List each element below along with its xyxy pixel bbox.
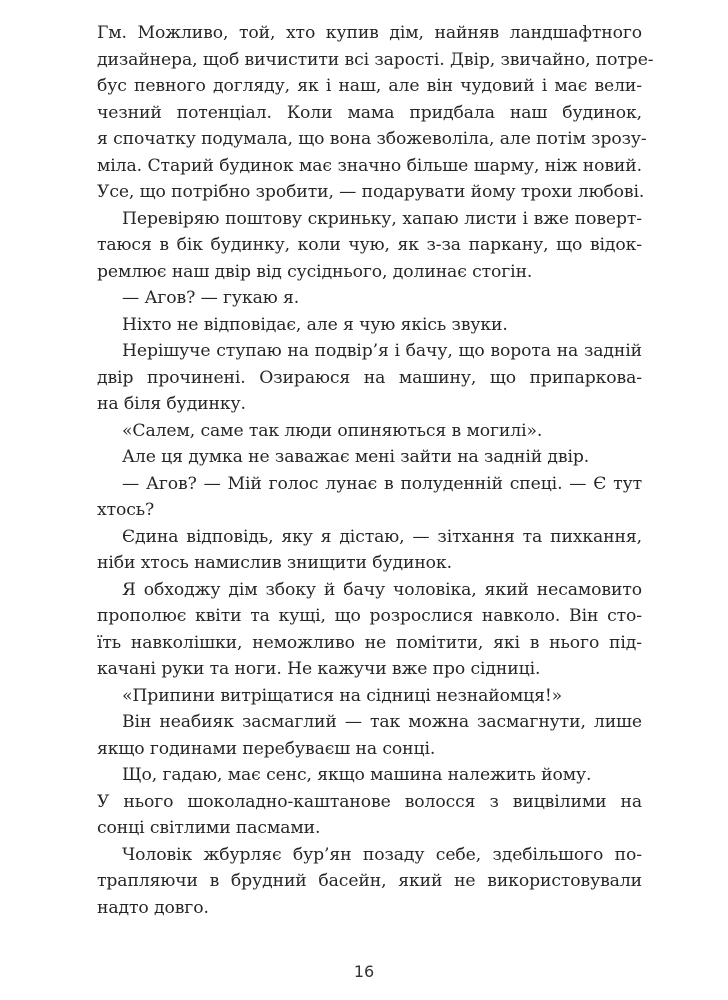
text-line: їть навколішки, неможливо не помітити, які в нього під- — [97, 632, 642, 653]
text-line: сонці світлими пасмами. — [97, 818, 321, 838]
text-line: хтось? — [97, 500, 155, 520]
text-line: бус певного догляду, як і наш, але він чудовий і має вели- — [97, 76, 642, 96]
text-line: Але ця думка не заважає мені зайти на задній двір. — [122, 447, 590, 467]
text-line: Усе, що потрібно зробити, — подарувати йому трохи любові. — [97, 182, 645, 202]
text-line: Гм. Можливо, той, хто купив дім, найняв ландшафтного — [97, 23, 642, 43]
text-line: двір прочинені. Озираюся на машину, що припаркова- — [97, 367, 642, 388]
text-line: Я обходжу дім збоку й бачу чоловіка, який несамовито — [122, 579, 642, 600]
text-line: міла. Старий будинок має значно більше шарму, ніж новий. — [97, 155, 642, 176]
text-line: чезний потенціал. Коли мама придбала наш будинок, — [97, 102, 642, 123]
text-line: на біля будинку. — [97, 394, 246, 414]
page-number: 16 — [353, 962, 375, 981]
text-line: — Агов? — гукаю я. — [122, 288, 300, 308]
text-line: Чоловік жбурляє бур’ян позаду себе, здебільшого по- — [122, 844, 642, 865]
text-line: Нерішуче ступаю на подвір’я і бачу, що ворота на задній — [122, 341, 642, 361]
text-line: ніби хтось намислив знищити будинок. — [97, 553, 452, 573]
text-line: «Салем, саме так люди опиняються в могилі». — [122, 420, 543, 441]
text-line: якщо годинами перебуваєш на сонці. — [97, 738, 436, 759]
text-line: Єдина відповідь, яку я дістаю, — зітхання та пихкання, — [122, 526, 642, 547]
text-line: дизайнера, щоб вичистити всі зарості. Двір, звичайно, потре- — [97, 49, 654, 70]
text-line: Що, гадаю, має сенс, якщо машина належить йому. — [122, 765, 592, 785]
text-line: «Припини витріщатися на сідниці незнайомця!» — [122, 685, 563, 706]
text-line: Перевіряю поштову скриньку, хапаю листи і вже поверт- — [122, 208, 642, 229]
text-line: я спочатку подумала, що вона збожеволіла, але потім зрозу- — [97, 129, 647, 149]
text-line: ремлює наш двір від сусіднього, долинає стогін. — [97, 261, 533, 282]
text-line: Він неабияк засмаглий — так можна засмагнути, лише — [122, 712, 642, 732]
text-line: — Агов? — Мій голос лунає в полуденній спеці. — Є тут — [122, 473, 642, 494]
text-line: Ніхто не відповідає, але я чую якісь звуки. — [122, 314, 508, 335]
text-line: трапляючи в брудний басейн, який не використовували — [97, 871, 642, 891]
text-line: таюся в бік будинку, коли чую, як з-за паркану, що відок- — [97, 235, 642, 255]
text-line: качані руки та ноги. Не кажучи вже про сідниці. — [97, 659, 541, 679]
text-line: прополює квіти та кущі, що розрослися навколо. Він сто- — [97, 606, 642, 626]
text-line: У нього шоколадно-каштанове волосся з вицвілими на — [97, 791, 642, 812]
text-line: надто довго. — [97, 897, 209, 918]
